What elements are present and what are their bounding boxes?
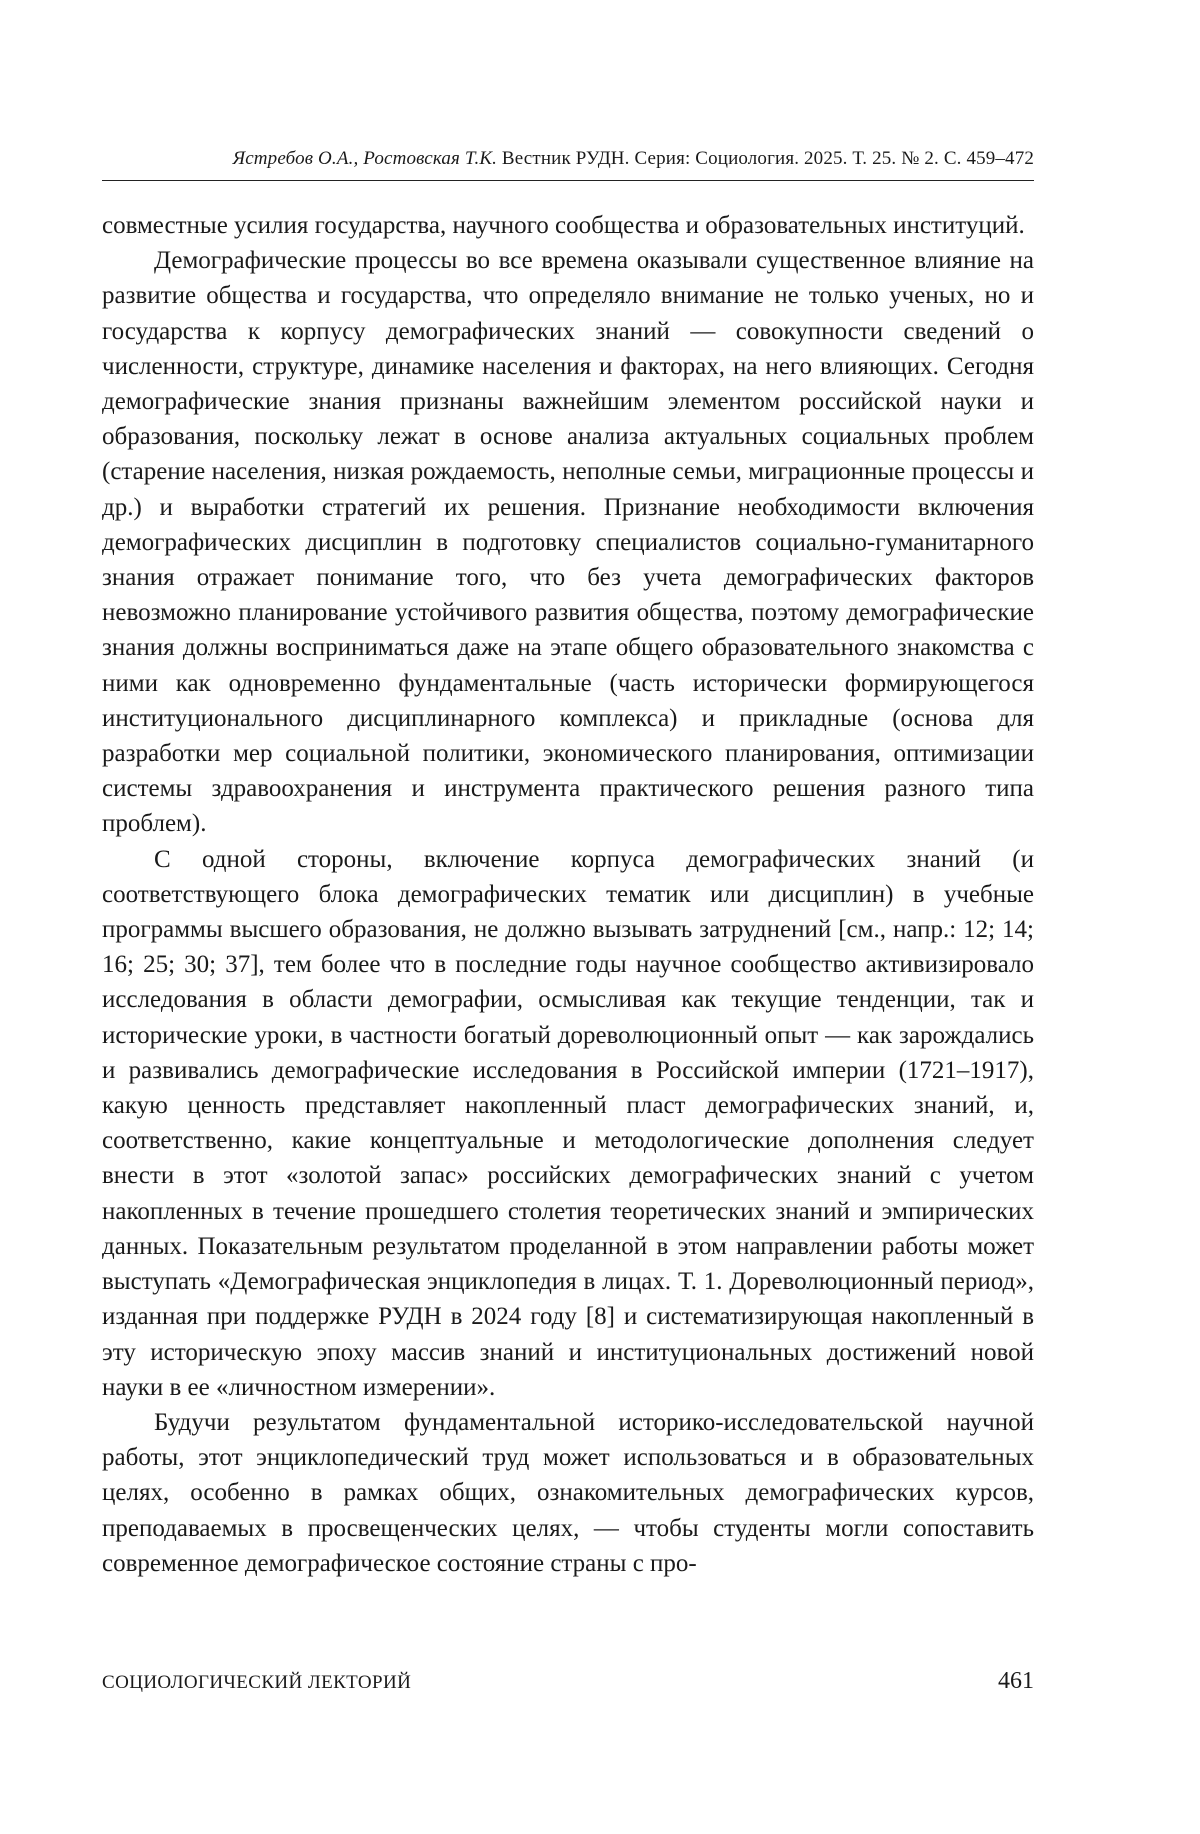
paragraph-continuation: совместные усилия государства, научного сообщества и образовательных институций. [102, 208, 1034, 243]
page-number: 461 [998, 1668, 1034, 1695]
paragraph: Демографические процессы во все времена оказывали существенное влияние на развитие общества и государства, что определяло внимание не только ученых, но и государства к корпусу демографических знаний — совокупности сведений о численности, структуре, динамике населения и факторах, на него влияющих. Сегодня демографические знания признаны важнейшим элементом российской науки и образования, поскольку лежат в основе анализа актуальных социальных проблем (старение населения, низкая рождаемость, неполные семьи, миграционные процессы и др.) и выработки стратегий их решения. Признание необходимости включения демографических дисциплин в подготовку специалистов социально-гуманитарного знания отражает понимание того, что без учета демографических факторов невозможно планирование устойчивого развития общества, поэтому демографические знания должны восприниматься даже на этапе общего образовательного знакомства с ними как одновременно фундаментальные (часть исторически формирующегося институционального дисциплинарного комплекса) и прикладные (основа для разработки мер социальной политики, экономического планирования, оптимизации системы здравоохранения и инструмента практического решения разного типа проблем). [102, 243, 1034, 841]
header-divider [102, 180, 1034, 181]
page-footer [102, 1668, 1034, 1698]
article-body [102, 208, 1034, 1581]
running-head-citation: Вестник РУДН. Серия: Социология. 2025. Т. 25. № 2. С. 459–472 [497, 148, 1034, 169]
running-head-authors: Ястребов О.А., Ростовская Т.К. [233, 148, 497, 169]
running-head [102, 146, 1034, 172]
paragraph: Будучи результатом фундаментальной историко-исследовательской научной работы, этот энциклопедический труд может использоваться и в образовательных целях, особенно в рамках общих, ознакомительных демографических курсов, преподаваемых в просвещенческих целях, — чтобы студенты могли сопоставить современное демографическое состояние страны с про- [102, 1405, 1034, 1581]
footer-section-title: СОЦИОЛОГИЧЕСКИЙ ЛЕКТОРИЙ [102, 1672, 411, 1694]
paragraph: С одной стороны, включение корпуса демографических знаний (и соответствующего блока демографических тематик или дисциплин) в учебные программы высшего образования, не должно вызывать затруднений [см., напр.: 12; 14; 16; 25; 30; 37], тем более что в последние годы научное сообщество активизировало исследования в области демографии, осмысливая как текущие тенденции, так и исторические уроки, в частности богатый дореволюционный опыт — как зарождались и развивались демографические исследования в Российской империи (1721–1917), какую ценность представляет накопленный пласт демографических знаний, и, соответственно, какие концептуальные и методологические дополнения следует внести в этот «золотой запас» российских демографических знаний с учетом накопленных в течение прошедшего столетия теоретических знаний и эмпирических данных. Показательным результатом проделанной в этом направлении работы может выступать «Демографическая энциклопедия в лицах. Т. 1. Дореволюционный период», изданная при поддержке РУДН в 2024 году [8] и систематизирующая накопленный в эту историческую эпоху массив знаний и институциональных достижений новой науки в ее «личностном измерении». [102, 842, 1034, 1405]
